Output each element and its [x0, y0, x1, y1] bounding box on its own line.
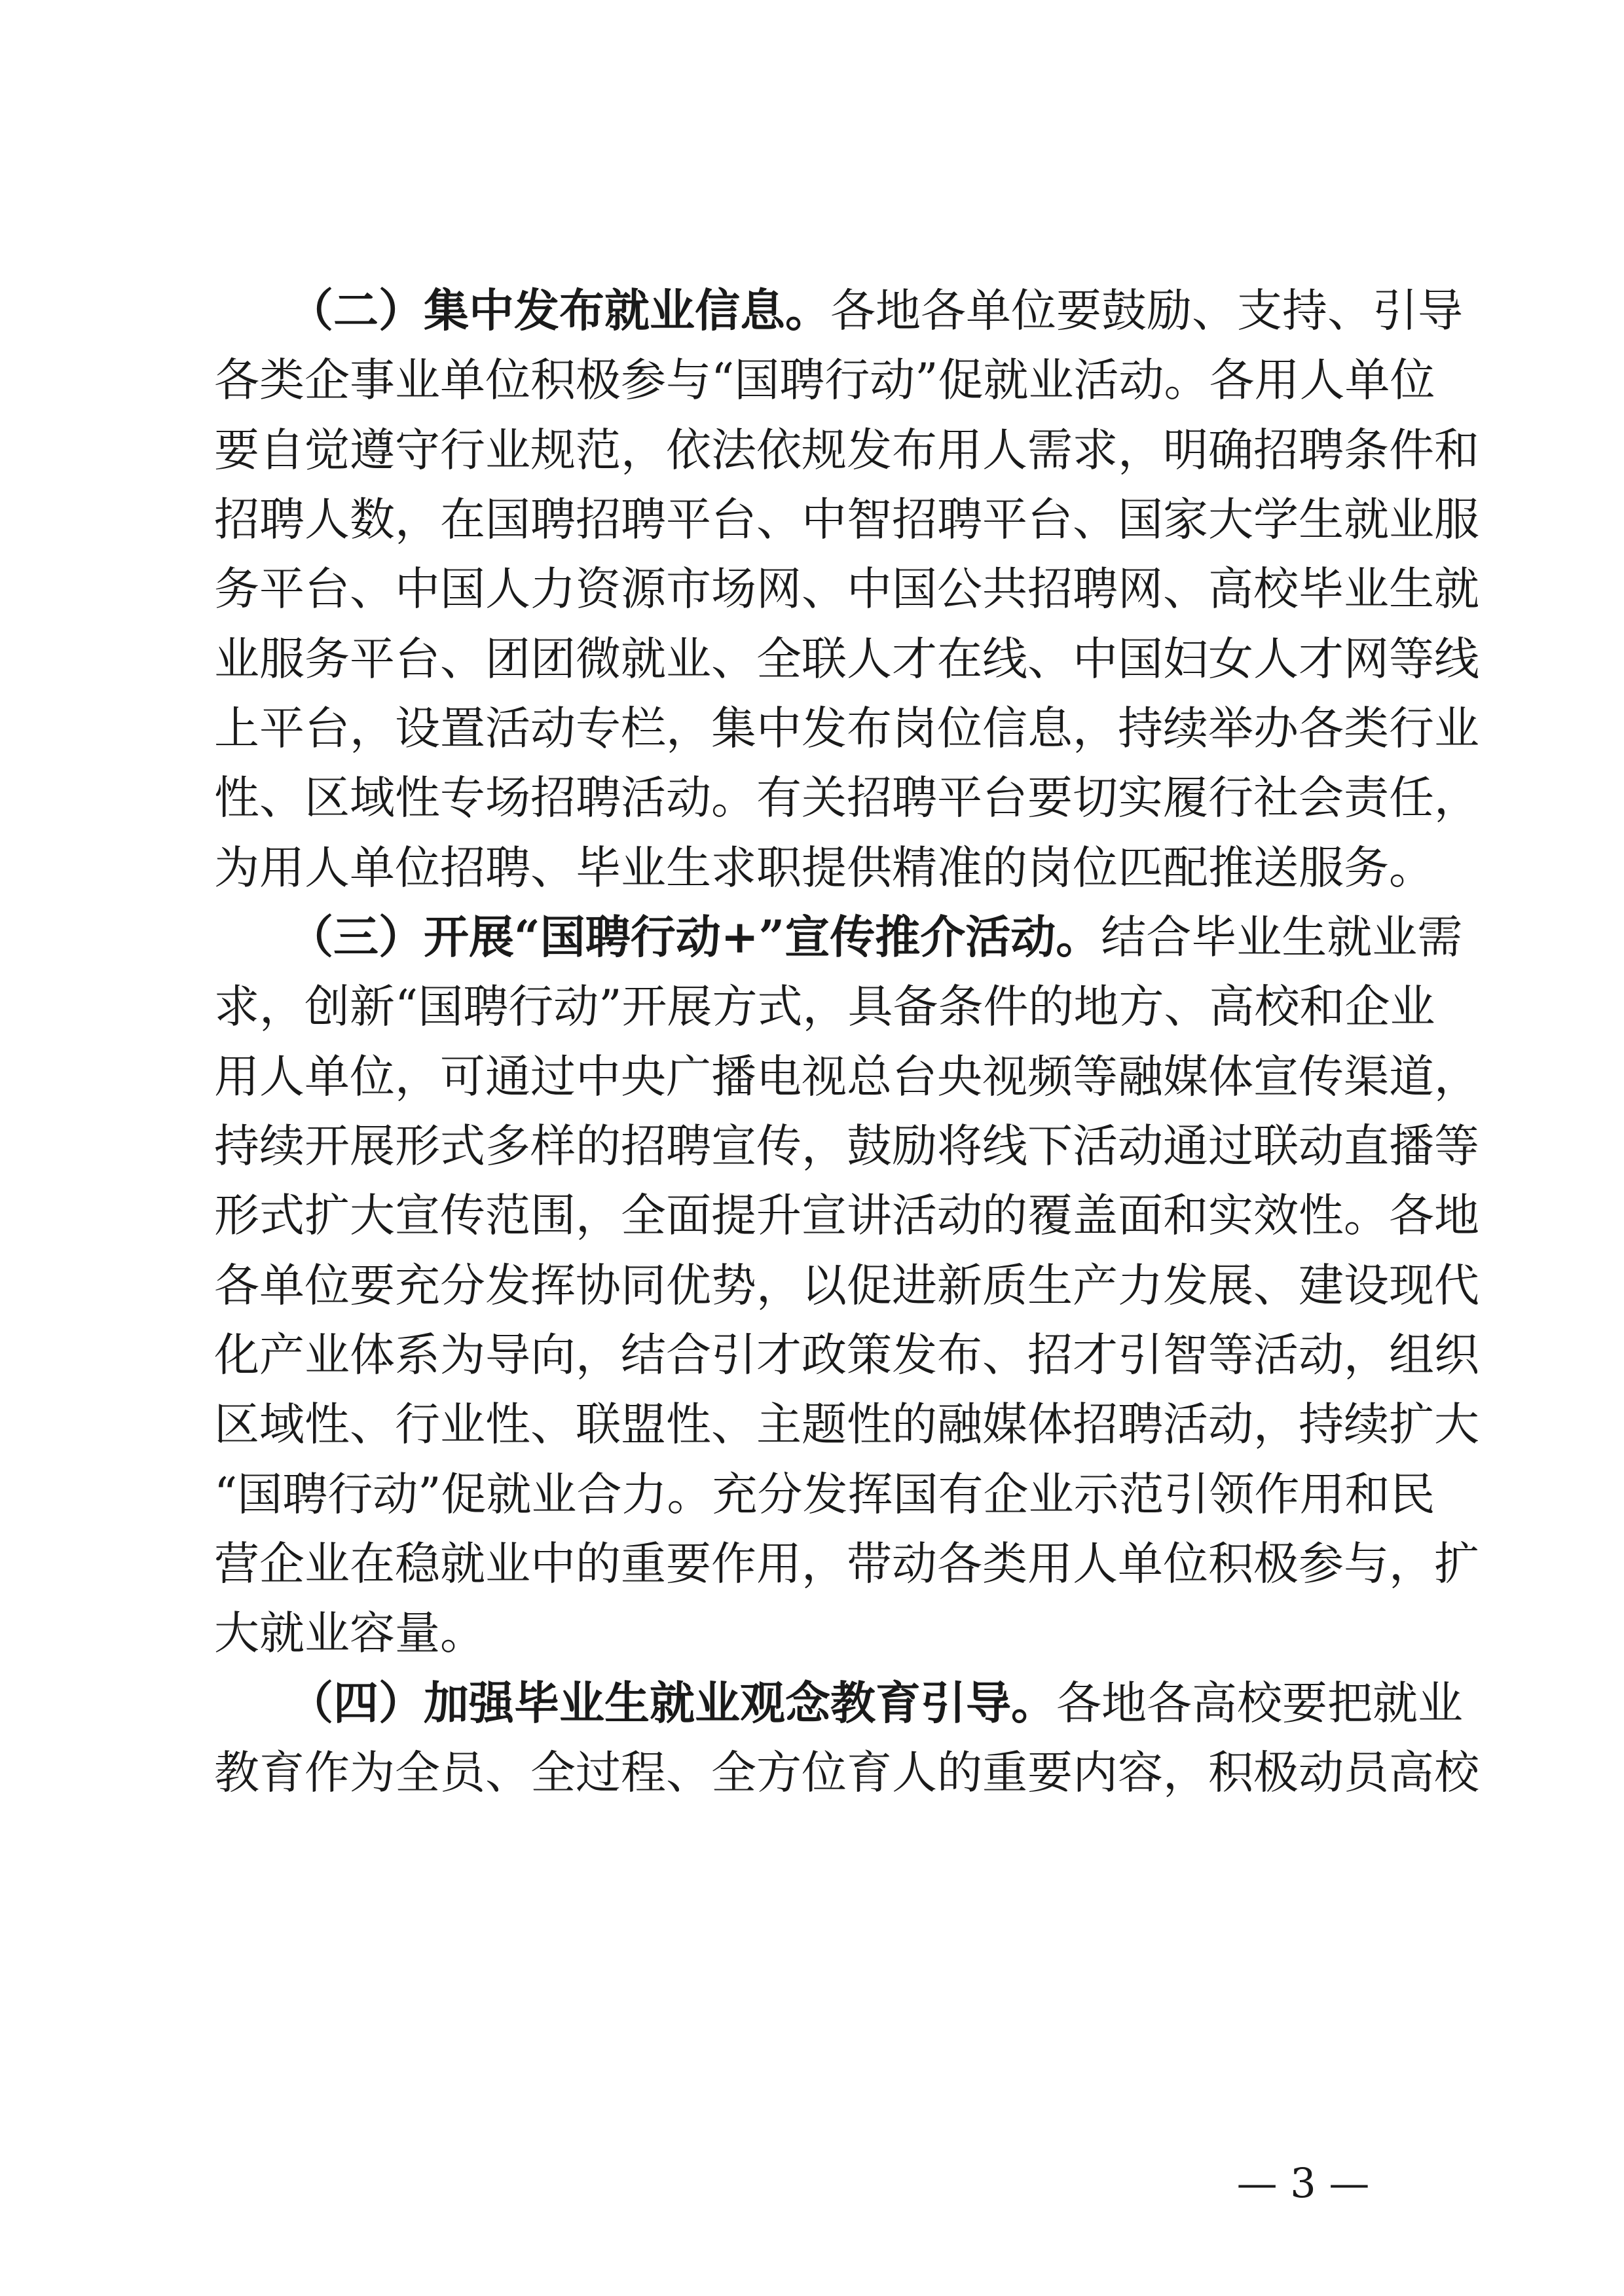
paragraph-line: 持续开展形式多样的招聘宣传，鼓励将线下活动通过联动直播等 [214, 1120, 1479, 1173]
paragraph-line: 形式扩大宣传范围，全面提升宣讲活动的覆盖面和实效性。各地 [214, 1190, 1479, 1242]
body-text: 各地各高校要把就业 [1056, 1677, 1463, 1730]
paragraph-line: 大就业容量。 [214, 1607, 485, 1660]
section-heading: （三）开展“国聘行动+”宣传推介活动。 [288, 911, 1101, 964]
page-number: — 3 — [1236, 2159, 1370, 2207]
body-text: 结合毕业生就业需 [1101, 911, 1463, 964]
body-text: 各地各单位要鼓励、支持、引导 [830, 285, 1463, 337]
paragraph-line: 区域性、行业性、联盟性、主题性的融媒体招聘活动，持续扩大 [214, 1398, 1479, 1451]
paragraph-line [288, 1671, 1463, 1736]
paragraph-line: 招聘人数，在国聘招聘平台、中智招聘平台、国家大学生就业服 [214, 494, 1479, 546]
paragraph-line: 教育作为全员、全过程、全方位育人的重要内容，积极动员高校 [214, 1747, 1479, 1799]
paragraph-line [288, 278, 1463, 344]
paragraph-line: 要自觉遵守行业规范，依法依规发布用人需求，明确招聘条件和 [214, 424, 1479, 477]
section-heading: （二）集中发布就业信息。 [288, 284, 830, 337]
section-heading: （四）加强毕业生就业观念教育引导。 [288, 1677, 1056, 1730]
paragraph-line: 务平台、中国人力资源市场网、中国公共招聘网、高校毕业生就 [214, 563, 1479, 615]
paragraph-line: 求，创新“国聘行动”开展方式，具备条件的地方、高校和企业 [214, 981, 1435, 1033]
paragraph-line: 营企业在稳就业中的重要作用，带动各类用人单位积极参与，扩 [214, 1538, 1479, 1590]
paragraph-line: 业服务平台、团团微就业、全联人才在线、中国妇女人才网等线 [214, 633, 1479, 685]
paragraph-line: 上平台，设置活动专栏，集中发布岗位信息，持续举办各类行业 [214, 702, 1479, 755]
paragraph-line: 性、区域性专场招聘活动。有关招聘平台要切实履行社会责任， [214, 772, 1479, 824]
paragraph-line: 各类企事业单位积极参与“国聘行动”促就业活动。各用人单位 [214, 354, 1435, 407]
paragraph-line: 用人单位，可通过中央广播电视总台央视频等融媒体宣传渠道， [214, 1051, 1479, 1103]
paragraph-line: 各单位要充分发挥协同优势，以促进新质生产力发展、建设现代 [214, 1260, 1479, 1312]
paragraph-line [288, 905, 1463, 970]
paragraph-line: “国聘行动”促就业合力。充分发挥国有企业示范引领作用和民 [214, 1468, 1435, 1521]
paragraph-line: 化产业体系为导向，结合引才政策发布、招才引智等活动，组织 [214, 1329, 1479, 1381]
paragraph-line: 为用人单位招聘、毕业生求职提供精准的岗位匹配推送服务。 [214, 842, 1434, 894]
